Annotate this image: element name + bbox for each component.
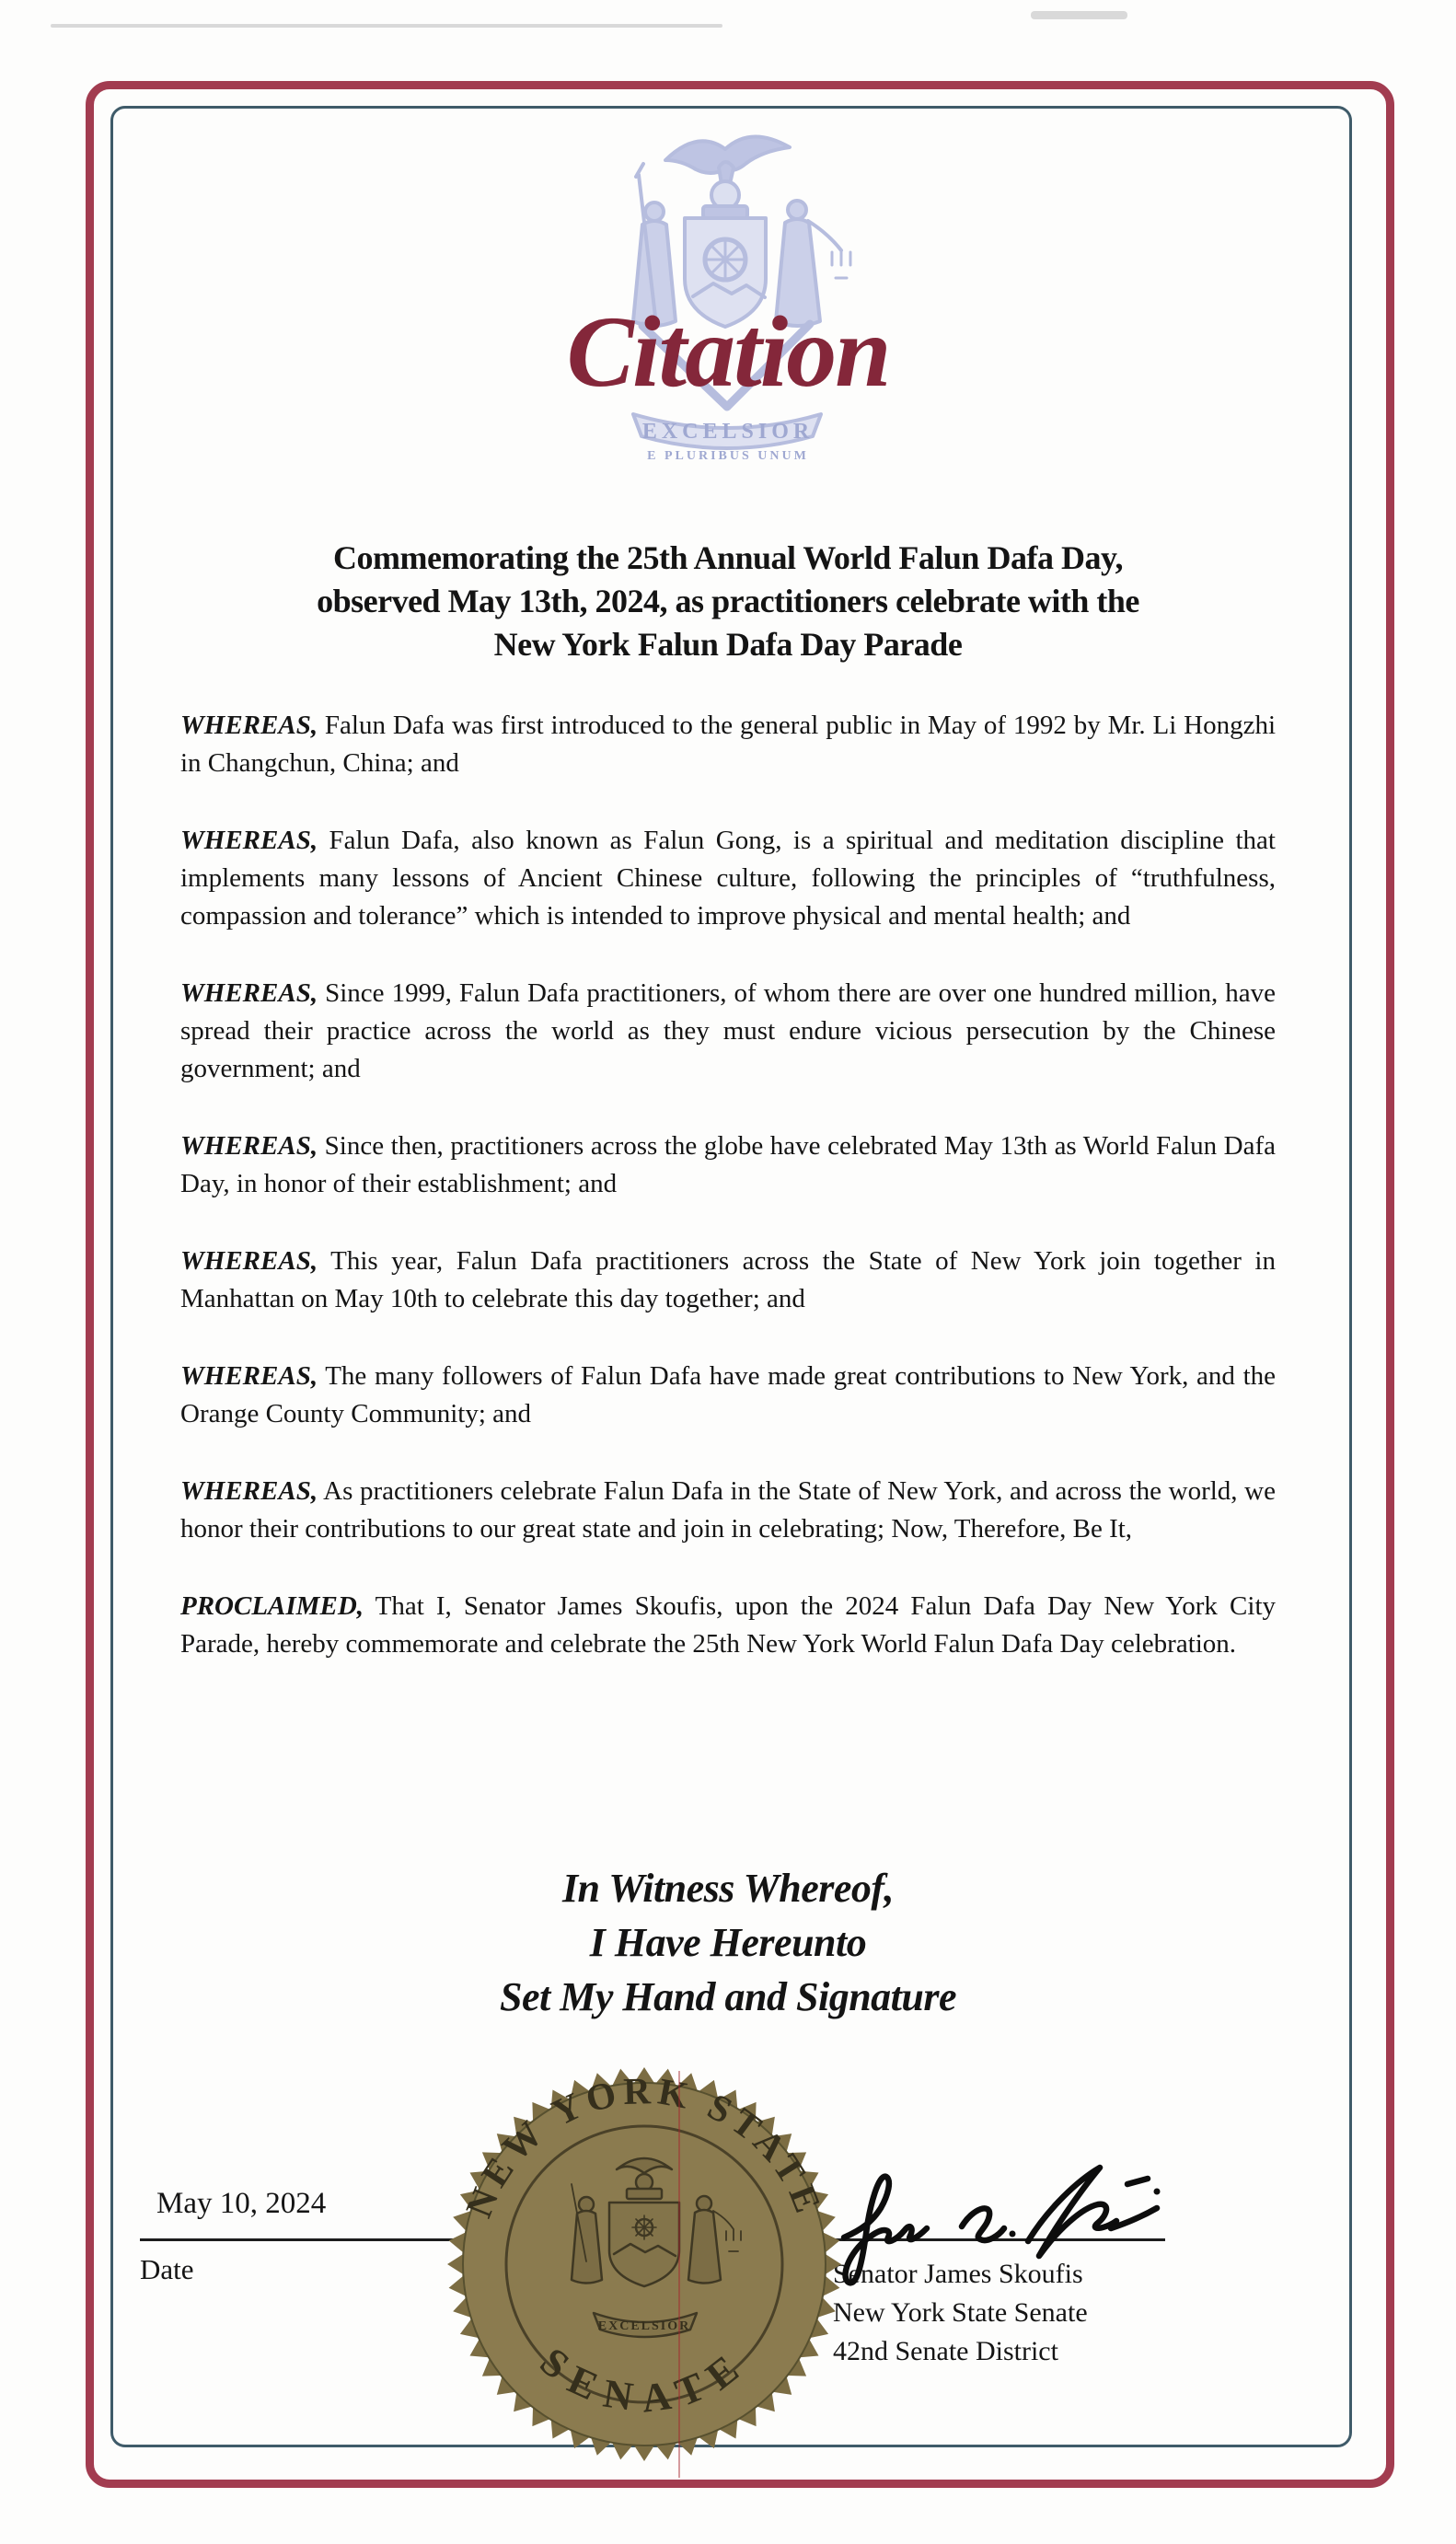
whereas-paragraph (180, 1358, 1276, 1433)
seal-bottom-text: SENATE (531, 2338, 757, 2422)
heading-line: Commemorating the 25th Annual World Falun Dafa Day, (333, 539, 1123, 576)
proclaimed-paragraph (180, 1588, 1276, 1663)
witness-line: Set My Hand and Signature (499, 1974, 957, 2019)
proclamation-body (180, 707, 1276, 1703)
page-title: Citation (566, 295, 890, 408)
whereas-paragraph (180, 1243, 1276, 1318)
senator-signature (824, 2149, 1173, 2292)
whereas-lead: WHEREAS, (180, 1361, 318, 1391)
whereas-paragraph (180, 822, 1276, 935)
whereas-paragraph (180, 1127, 1276, 1203)
whereas-lead: WHEREAS, (180, 978, 318, 1008)
whereas-text: The many followers of Falun Dafa have made great contributions to New York, and the Orange County Community; and (180, 1361, 1276, 1428)
witness-line: In Witness Whereof, (561, 1866, 895, 1911)
whereas-text: Since 1999, Falun Dafa practitioners, of whom there are over one hundred million, have spread their practice across the world as they must endure vicious persecution by the Chinese government; and (180, 978, 1276, 1083)
whereas-lead: WHEREAS, (180, 1246, 318, 1276)
scan-fold-line (678, 2071, 680, 2478)
seal-top-text: NEW YORK STATE (456, 2069, 832, 2224)
whereas-lead: WHEREAS, (180, 1476, 318, 1506)
date-line (140, 2238, 464, 2241)
date-label: Date (140, 2253, 194, 2285)
scan-streak (51, 24, 722, 28)
witness-block (180, 1861, 1276, 2024)
heading-line: New York Falun Dafa Day Parade (493, 626, 963, 663)
scan-smudge (1031, 11, 1127, 19)
whereas-text: Falun Dafa was first introduced to the general public in May of 1992 by Mr. Li Hongzhi in Changchun, China; and (180, 711, 1276, 778)
senate-seal (446, 2066, 842, 2462)
whereas-lead: WHEREAS, (180, 711, 318, 740)
whereas-text: Falun Dafa, also known as Falun Gong, is a spiritual and meditation discipline that implements many lessons of Ancient Chinese culture, following the principles of “truthfulness, compassion and tolerance” which is intended to improve physical and mental health; and (180, 826, 1276, 931)
whereas-text: As practitioners celebrate Falun Dafa in the State of New York, and across the world, we honor their contributions to our great state and join in celebrating; Now, Therefore, Be It, (180, 1476, 1276, 1544)
proclaimed-lead: PROCLAIMED, (180, 1591, 364, 1621)
signer-district: 42nd Senate District (833, 2336, 1058, 2366)
commemoration-heading (180, 537, 1276, 666)
watermark-motto: EXCELSIOR (641, 420, 815, 444)
whereas-paragraph (180, 975, 1276, 1088)
whereas-lead: WHEREAS, (180, 826, 318, 855)
heading-line: observed May 13th, 2024, as practitioners celebrate with the (317, 583, 1139, 619)
signer-org: New York State Senate (833, 2297, 1088, 2328)
witness-line: I Have Hereunto (589, 1920, 867, 1965)
watermark-motto-2: E PLURIBUS UNUM (647, 449, 809, 463)
seal-motto: EXCELSIOR (597, 2319, 691, 2333)
whereas-text: This year, Falun Dafa practitioners across the State of New York join together in Manhattan on May 10th to celebrate this day together; and (180, 1246, 1276, 1313)
signer-name: Senator James Skoufis (833, 2259, 1083, 2289)
whereas-lead: WHEREAS, (180, 1131, 318, 1161)
whereas-paragraph (180, 707, 1276, 782)
whereas-text: Since then, practitioners across the globe have celebrated May 13th as World Falun Dafa Day, in honor of their establishment; and (180, 1131, 1276, 1198)
whereas-paragraph (180, 1473, 1276, 1548)
proclaimed-text: That I, Senator James Skoufis, upon the 2024 Falun Dafa Day New York City Parade, hereby commemorate and celebrate the 25th New York World Falun Dafa Day celebration. (180, 1591, 1276, 1659)
date-value: May 10, 2024 (156, 2187, 327, 2220)
